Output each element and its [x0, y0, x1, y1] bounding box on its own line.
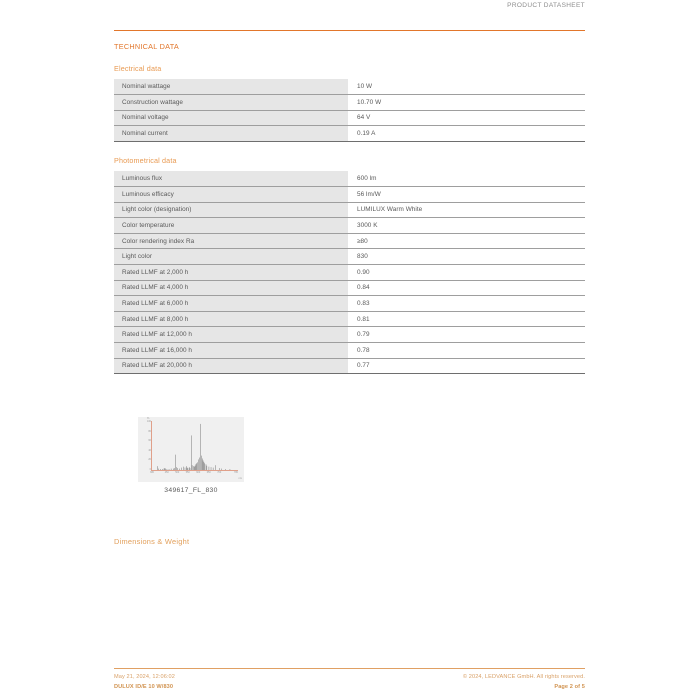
row-value: 56 lm/W: [348, 187, 585, 203]
section-title-dimensions-weight: Dimensions & Weight: [114, 537, 190, 546]
table-row: [114, 171, 585, 187]
chart-x-tick-label: 380: [150, 470, 154, 474]
document-header: [114, 0, 585, 30]
footer-copyright: © 2024, LEDVANCE GmbH. All rights reserved.: [462, 674, 585, 680]
table-row: [114, 233, 585, 249]
chart-y-axis-label: %: [147, 416, 150, 420]
spectrum-bars: [149, 422, 236, 471]
row-label: Nominal voltage: [114, 110, 348, 126]
table-row: [114, 95, 585, 111]
row-label: Color rendering index Ra: [114, 233, 348, 249]
row-label: Light color (designation): [114, 202, 348, 218]
header-divider: [114, 30, 585, 31]
footer-page-number: Page 2 of 5: [554, 683, 585, 690]
row-value: 0.79: [348, 327, 585, 343]
footer-left: [114, 673, 175, 692]
document-header-title: PRODUCT DATASHEET: [507, 2, 585, 9]
chart-x-tick-label: 700: [217, 470, 222, 474]
chart-x-tick-label: 600: [196, 470, 201, 474]
table-row: [114, 343, 585, 359]
row-value: 10 W: [348, 79, 585, 95]
row-value: 10.70 W: [348, 95, 585, 111]
chart-x-tick-label: 500: [175, 470, 180, 474]
table-row: [114, 296, 585, 312]
row-label: Rated LLMF at 4,000 h: [114, 280, 348, 296]
spectral-chart-block: [138, 417, 244, 494]
row-value: 0.84: [348, 280, 585, 296]
subsection-title-electrical-data: Electrical data: [114, 64, 162, 73]
row-value: 0.19 A: [348, 126, 585, 142]
table-row: [114, 327, 585, 343]
spectral-chart: [138, 417, 244, 482]
row-value: 3000 K: [348, 218, 585, 234]
row-label: Color temperature: [114, 218, 348, 234]
chart-x-axis-label: nm: [238, 476, 242, 480]
table-row: [114, 126, 585, 142]
chart-x-tick-label: 650: [206, 470, 211, 474]
row-value: ≥80: [348, 233, 585, 249]
table-row: [114, 218, 585, 234]
chart-y-tick-label: 0: [149, 467, 151, 471]
row-value: 0.83: [348, 296, 585, 312]
row-label: Rated LLMF at 16,000 h: [114, 343, 348, 359]
table-row: [114, 202, 585, 218]
row-value: 0.77: [348, 358, 585, 374]
chart-y-tick-label: 100: [147, 419, 151, 423]
chart-y-tick-label: 60: [148, 438, 151, 442]
row-label: Rated LLMF at 2,000 h: [114, 265, 348, 281]
row-value: 830: [348, 249, 585, 265]
table-row: [114, 79, 585, 95]
row-value: 0.78: [348, 343, 585, 359]
subsection-title-photometrical-data: Photometrical data: [114, 156, 177, 165]
row-label: Luminous efficacy: [114, 187, 348, 203]
row-label: Nominal wattage: [114, 79, 348, 95]
table-row: [114, 187, 585, 203]
chart-y-tick-label: 40: [148, 448, 151, 452]
row-value: LUMILUX Warm White: [348, 202, 585, 218]
chart-y-tick-label: 20: [148, 458, 151, 462]
row-value: 0.81: [348, 311, 585, 327]
row-label: Rated LLMF at 12,000 h: [114, 327, 348, 343]
footer-date: May 21, 2024, 12:06:02: [114, 674, 175, 680]
footer-right: [463, 673, 585, 692]
table-row: [114, 265, 585, 281]
row-value: 0.90: [348, 265, 585, 281]
table-row: [114, 249, 585, 265]
chart-y-tick-label: 80: [148, 429, 151, 433]
footer-divider: [114, 668, 585, 669]
table-row: [114, 110, 585, 126]
row-label: Luminous flux: [114, 171, 348, 187]
row-label: Rated LLMF at 20,000 h: [114, 358, 348, 374]
table-row: [114, 358, 585, 374]
row-label: Rated LLMF at 8,000 h: [114, 311, 348, 327]
row-label: Construction wattage: [114, 95, 348, 111]
chart-caption: 349617_FL_830: [164, 487, 218, 494]
row-label: Nominal current: [114, 126, 348, 142]
chart-plot-area: [147, 419, 238, 474]
table-row: [114, 280, 585, 296]
row-label: Rated LLMF at 6,000 h: [114, 296, 348, 312]
row-value: 64 V: [348, 110, 585, 126]
chart-x-tick-label: 780: [234, 470, 238, 474]
chart-x-tick-label: 550: [185, 470, 190, 474]
photometrical-data-table: [114, 171, 585, 374]
footer-product-name: DULUX ID/E 10 W/830: [114, 683, 174, 690]
page-footer: [114, 673, 585, 695]
electrical-data-table: [114, 79, 585, 142]
table-row: [114, 311, 585, 327]
chart-x-tick-label: 450: [164, 470, 169, 474]
row-value: 600 lm: [348, 171, 585, 187]
section-title-technical-data: TECHNICAL DATA: [114, 42, 179, 51]
row-label: Light color: [114, 249, 348, 265]
